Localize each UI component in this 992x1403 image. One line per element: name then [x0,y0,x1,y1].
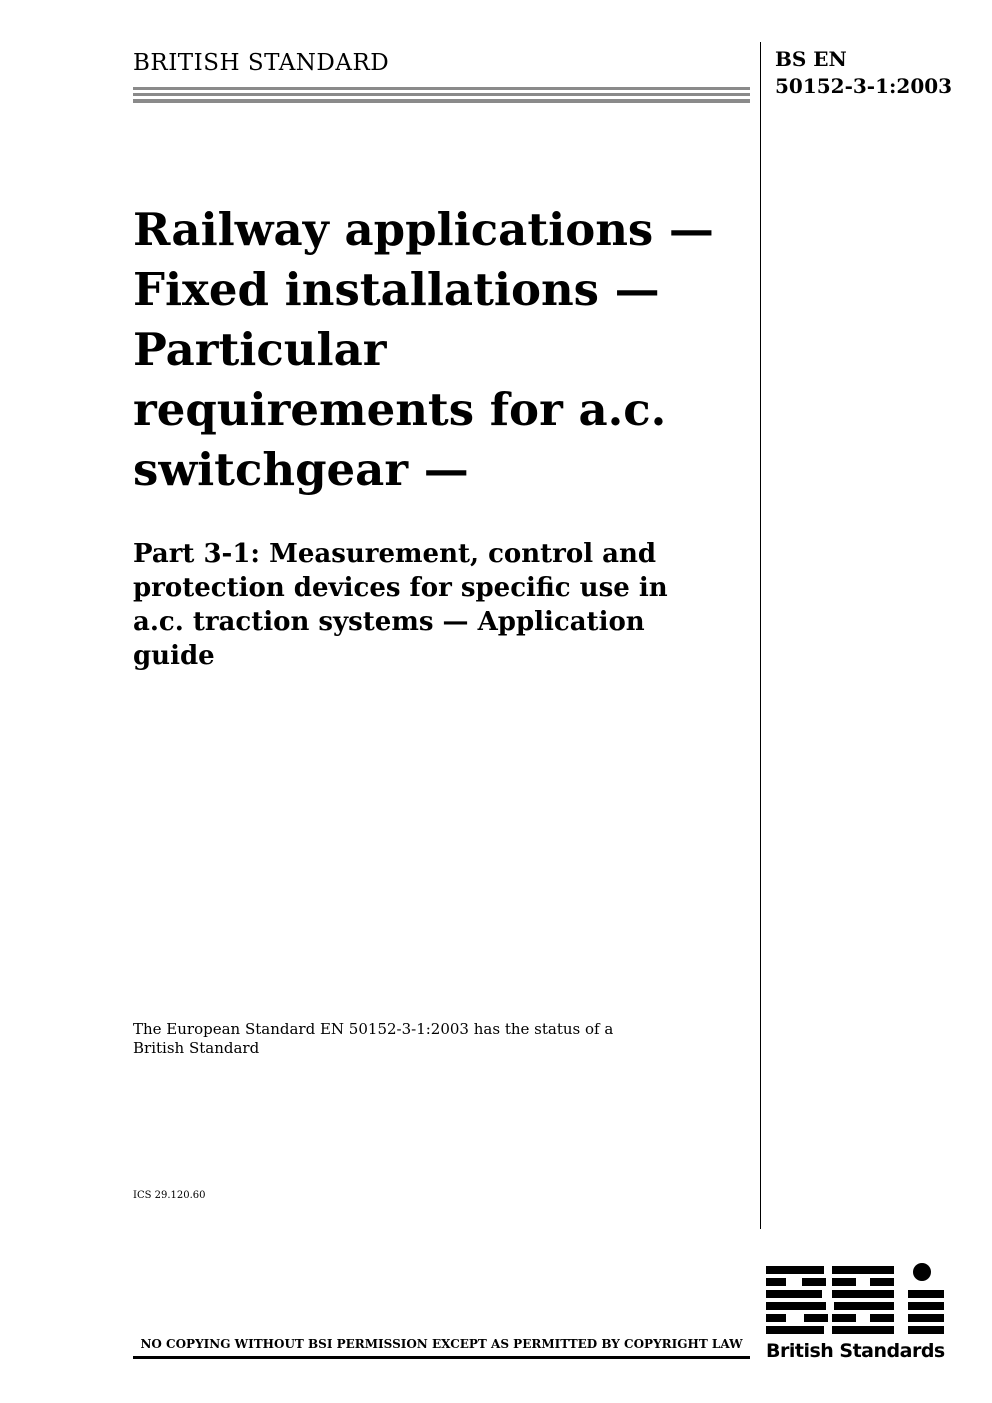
bsi-logo-icon [766,1262,946,1338]
subtitle-line: protection devices for specific use in [133,573,668,603]
standard-number [775,46,952,100]
subtitle-line: Part 3-1: Measurement, control and [133,539,657,569]
status-note-line: British Standard [133,1039,260,1057]
bsi-wordmark: British Standards [766,1340,945,1362]
title-line: switchgear — [133,443,469,496]
title-line: Particular [133,323,387,376]
document-subtitle [133,537,753,673]
footer-rule [133,1356,750,1359]
title-line: requirements for a.c. [133,383,667,436]
subtitle-line: guide [133,641,215,671]
header-label: BRITISH STANDARD [133,50,390,76]
ics-code: ICS 29.120.60 [133,1190,206,1201]
header-rule [133,93,750,96]
standard-number-line: 50152-3-1:2003 [775,74,953,98]
title-line: Fixed installations — [133,263,660,316]
status-note-line: The European Standard EN 50152-3-1:2003 has the status of a [133,1020,614,1038]
vertical-divider [760,42,761,1229]
copyright-notice: NO COPYING WITHOUT BSI PERMISSION EXCEPT AS PERMITTED BY COPYRIGHT LAW [140,1337,743,1351]
document-title [133,200,753,500]
header-rule [133,99,750,103]
subtitle-line: a.c. traction systems — Application [133,607,645,637]
status-note [133,1020,613,1058]
title-line: Railway applications — [133,203,714,256]
header-rule [133,87,750,90]
standard-number-line: BS EN [775,47,847,71]
bsi-logo [766,1262,946,1370]
